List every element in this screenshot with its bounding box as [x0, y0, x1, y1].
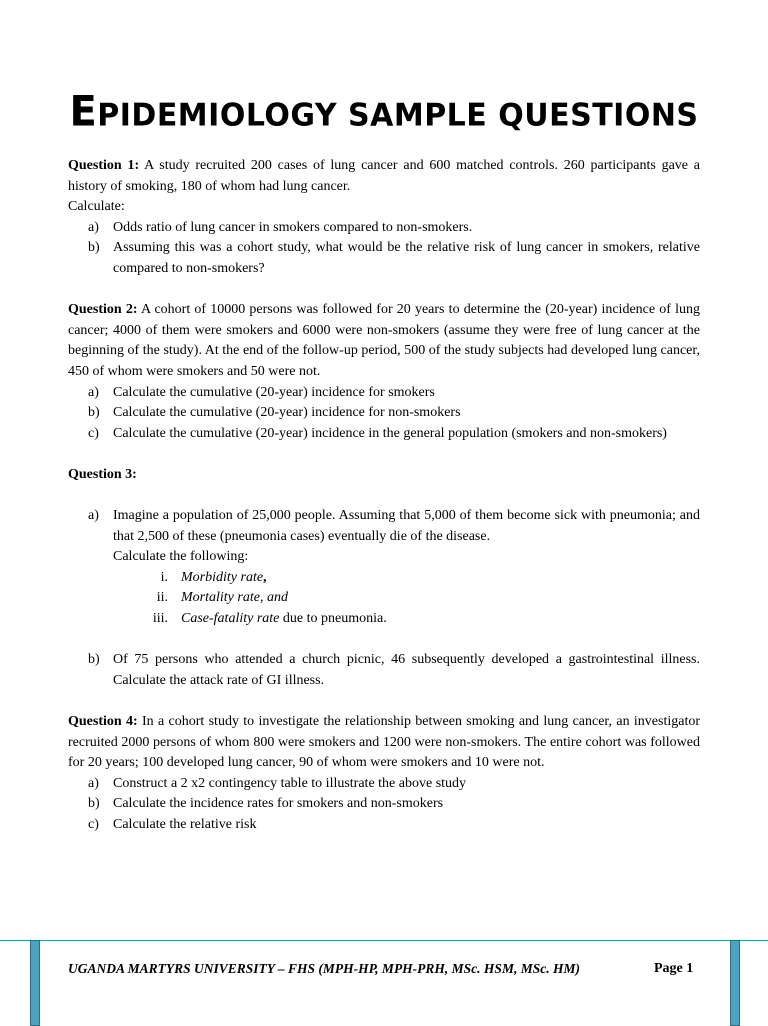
- footer-accent-bar-left: [30, 940, 40, 1026]
- question-4-text: Question 4: In a cohort study to investigate the relationship between smoking and lung cancer, an investigator recruited 2000 persons of whom 800 were smokers and 1200 were non-smokers. The entire cohort was followed for 20 years; 100 developed lung cancer, 90 of whom were smokers and 10 were not.: [68, 714, 700, 771]
- list-item: a) Odds ratio of lung cancer in smokers compared to non-smokers.: [88, 219, 473, 235]
- footer-institution: UGANDA MARTYRS UNIVERSITY – FHS (MPH-HP, MPH-PRH, MSc. HSM, MSc. HM): [68, 961, 580, 976]
- title-rest: PIDEMIOLOGY SAMPLE QUESTIONS: [97, 97, 699, 134]
- list-item: c) Calculate the relative risk: [88, 817, 257, 832]
- list-item: a) Calculate the cumulative (20-year) incidence for smokers: [88, 384, 435, 400]
- list-item: iii. Case-fatality rate due to pneumonia.: [152, 611, 387, 627]
- footer-accent-bar-right: [730, 940, 740, 1026]
- question-3-part-a: a) Imagine a population of 25,000 people. Assuming that 5,000 of them become sick with pneumonia; and that 2,500 of these (pneumonia cases) eventually die of the disease.: [88, 508, 700, 544]
- question-1-calculate: Calculate:: [68, 199, 125, 215]
- document-body: [68, 156, 700, 836]
- list-item: b) Assuming this was a cohort study, what would be the relative risk of lung cancer in smokers, relative compared to non-smokers?: [88, 240, 700, 276]
- title-first-letter: E: [69, 87, 98, 137]
- list-item: i. Morbidity rate,: [160, 569, 267, 585]
- list-item: ii. Mortality rate, and: [156, 590, 288, 606]
- question-3-label: Question 3:: [68, 466, 137, 482]
- page-number: Page 1: [654, 961, 694, 976]
- question-4-label: Question 4:: [68, 714, 138, 730]
- list-item: b) Calculate the incidence rates for smokers and non-smokers: [88, 796, 444, 812]
- list-item: b) Calculate the cumulative (20-year) incidence for non-smokers: [88, 405, 461, 421]
- list-item: c) Calculate the cumulative (20-year) incidence in the general population (smokers and non-smokers): [88, 425, 667, 441]
- question-1-label: Question 1:: [68, 158, 140, 173]
- question-1-text: Question 1: A study recruited 200 cases of lung cancer and 600 matched controls. 260 participants gave a history of smoking, 180 of whom had lung cancer.: [68, 158, 700, 194]
- question-3-calculate: Calculate the following:: [113, 549, 249, 565]
- question-2-text: Question 2: A cohort of 10000 persons was followed for 20 years to determine the (20-year) incidence of lung cancer; 4000 of them were smokers and 6000 were non-smokers (assume they were free of lung cancer at the beginning of the study). At the end of the follow-up period, 500 of the study subjects had developed lung cancer, 450 of whom were smokers and 50 were not.: [68, 302, 700, 379]
- page-title: [0, 89, 768, 139]
- question-3-part-b: b) Of 75 persons who attended a church picnic, 46 subsequently developed a gastrointestinal illness. Calculate the attack rate of GI illness.: [88, 652, 700, 688]
- list-item: a) Construct a 2 x2 contingency table to illustrate the above study: [88, 775, 467, 791]
- footer-divider: [0, 940, 768, 941]
- question-2-label: Question 2:: [68, 302, 138, 318]
